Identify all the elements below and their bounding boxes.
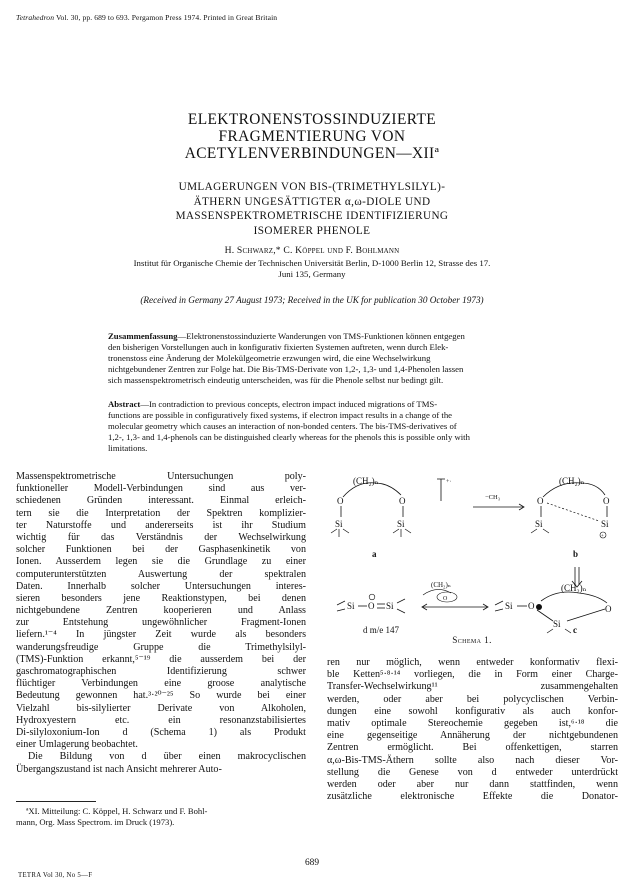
body-text-right-column <box>327 657 618 803</box>
body-line: nichtgebundene Zentren kooperieren und Anlass <box>16 605 306 617</box>
structure-c <box>495 583 612 635</box>
silicon-label: Si <box>505 601 513 611</box>
body-line: Ionen. Ausserdem legen sie die Grundlage zu einer <box>16 556 306 568</box>
body-line: stellung die Genese von d entweder unterdrückt <box>327 766 618 778</box>
title-line: ELEKTRONENSTOSSINDUZIERTE <box>187 111 437 128</box>
body-line: eine gegenseitige Annäherung der nichtgebundenen <box>327 730 618 742</box>
abstract-line: Abstract—In contradiction to previous concepts, electron impact induced migrations of TMS- <box>108 399 438 409</box>
body-line: einer Umlagerung beobachtet. <box>16 739 138 751</box>
body-line: Vielzahl bis-silylierter Derivate von Alkoholen, <box>16 702 306 714</box>
institute-line: Institut für Organische Chemie der Technischen Universität Berlin, D-1000 Berlin 12, Strasse des 17. <box>133 258 491 268</box>
body-line: ren nur möglich, wenn entweder konformativ flexi- <box>327 657 618 668</box>
body-text-left-column <box>16 471 306 776</box>
reaction-scheme <box>327 471 617 651</box>
oxygen-label: O <box>537 496 544 506</box>
body-line: tern sie die Interpretation der Spektren komplizier- <box>16 507 306 519</box>
oxygen-label: O <box>528 601 535 611</box>
body-line: funktioneller Modell-Verbindungen sind aus ver- <box>16 483 306 495</box>
silicon-label: Si <box>335 519 343 529</box>
zusammenfassung-line: nichtgebundener Zentren zur Folge hat. Die Bis-TMS-Derivate von 1,2-, 1,3- und 1,4-Phenolen lassen <box>108 364 464 375</box>
body-line: solcher Funktionen bei der Gasphasenkinetik von <box>16 544 306 556</box>
oxygen-label: O <box>605 604 612 614</box>
body-line: Di-silyloxonium-Ion d (Schema 1) als Produkt <box>16 726 306 738</box>
body-line: werden, oder aber bei polycyclischen Verbin- <box>327 693 618 705</box>
authors: H. Schwarz,* C. Köppel und F. Bohlmann <box>224 245 400 256</box>
abstract <box>108 399 515 454</box>
zusammenfassung-line: tronenstoss eine Änderung der Molekülgeometrie erzwungen wird, die eine Wechselwirkung <box>108 353 431 364</box>
oxygen-label: O <box>603 496 610 506</box>
zusammenfassung-line: Zusammenfassung—Elektronenstossinduzierte Wanderungen von TMS-Funktionen können entgegen <box>108 331 465 341</box>
silicon-label: Si <box>553 619 561 629</box>
footnote-line: mann, Org. Mass Spectrom. im Druck (1973). <box>16 816 175 827</box>
structure-a <box>331 476 451 559</box>
zusammenfassung <box>108 331 515 386</box>
zusammenfassung-line: den bisherigen Vorstellungen auch in konfigurativ fixierten Systemen auftreten, wenn durch Elek- <box>108 342 449 353</box>
subtitle-line: MASSENSPEKTROMETRISCHE IDENTIFIZIERUNG <box>175 210 449 223</box>
chain-label-a: (CH₂)ₙ <box>353 476 379 486</box>
label-c: c <box>573 625 577 635</box>
page-number: 689 <box>304 858 320 868</box>
body-line: gaschromatographischen Identifizierung schwer <box>16 666 306 677</box>
label-d: d m/e 147 <box>363 625 399 635</box>
body-line: (TMS)-Funktion erkannt,⁵⁻¹⁹ die ausserdem bei der <box>16 653 306 665</box>
body-line: Bedeutung gewonnen hat.³·²⁰⁻²⁵ So wurde bei einer <box>16 690 306 702</box>
body-line: ble Ketten⁵·⁸·¹⁴ vorliegen, die in Form einer Charge- <box>327 669 618 681</box>
section-label: Zusammenfassung <box>108 331 178 341</box>
body-line: mativ optimale Stereochemie gegeben ist,⁶·¹⁸ die <box>327 717 618 729</box>
title-line: ACETYLENVERBINDUNGEN—XIIª <box>184 145 440 162</box>
label-b: b <box>573 549 579 559</box>
article-title <box>0 111 624 162</box>
body-line: Hydroxyestern etc. ein resonanzstabilisiertes <box>16 714 306 726</box>
body-line: α,ω-Bis-TMS-Äthern sollte also nach dieser Vor- <box>327 754 618 766</box>
scheme-drawing <box>327 471 617 635</box>
abstract-line: functions are possible in configuratively fixed systems, if electron impact results in a change of the <box>108 410 453 421</box>
body-line: Daten. Innerhalb solcher Untersuchungen interes- <box>16 580 306 592</box>
body-line: liefern.¹⁻⁴ In jüngster Zeit wurde als besonders <box>16 629 306 641</box>
footnote-divider <box>16 801 96 802</box>
body-line: flüchtiger Verbindungen eine groose analytische <box>16 678 306 690</box>
silicon-label: Si <box>347 601 355 611</box>
svg-text:+·: +· <box>446 479 452 485</box>
chain-label-c: (CH₂)ₙ <box>561 583 587 593</box>
silicon-label: Si <box>601 519 609 529</box>
silicon-label: Si <box>386 601 394 611</box>
journal-header-text: Tetrahedron Vol. 30, pp. 689 to 693. Pergamon Press 1974. Printed in Great Britain <box>16 13 278 22</box>
oxygen-label: O <box>337 496 344 506</box>
abstract-line: molecular geometry which causes an interaction of non-bonded centers. The bis-TMS-derivatives of <box>108 421 457 432</box>
structure-b <box>531 476 610 559</box>
silicon-label: Si <box>397 519 405 529</box>
subtitle-line: ISOMERER PHENOLE <box>253 224 371 237</box>
body-line: Die Bildung von d über einen makrocyclischen <box>28 751 306 763</box>
label-a: a <box>372 549 377 559</box>
methyl-loss-label: −CH₃ <box>485 494 500 501</box>
body-line: Zentren ermöglicht. Bei offenkettigen, starren <box>327 742 618 754</box>
received-dates: (Received in Germany 27 August 1973; Received in the UK for publication 30 October 1973) <box>140 295 484 305</box>
footnote-line: ªXI. Mitteilung: C. Köppel, H. Schwarz und F. Bohl- <box>26 806 208 816</box>
zusammenfassung-line: sich massenspektrometrisch eindeutig unterscheiden, was für die Phenole selbst nur bedingt gilt. <box>108 375 444 386</box>
silicon-label: Si <box>535 519 543 529</box>
footer-journal-ref: TETRA Vol 30, No 5—F <box>18 872 93 879</box>
subtitle-line: ÄTHERN UNGESÄTTIGTER α,ω-DIOLE UND <box>193 195 431 208</box>
arrow-a-to-b <box>473 494 524 510</box>
body-line: ter Naturstoffe und andererseits ist ihr Studium <box>16 519 306 531</box>
arrow-c-to-d <box>422 581 488 610</box>
body-line: dungen eine sowohl konfigurativ als auch konfor- <box>327 705 618 717</box>
subtitle-line: UMLAGERUNGEN VON BIS-(TRIMETHYLSILYL)- <box>178 181 446 193</box>
body-line: sieren besonders jene Reaktionstypen, bei denen <box>16 592 306 604</box>
body-line: Transfer-Wechselwirkung¹¹ zusammengehalten <box>327 681 618 693</box>
abstract-line: 1,2-, 1,3- and 1,4-phenols can be distinguished clearly whereas for the phenols this is possible only with <box>108 432 470 443</box>
section-label: Abstract <box>108 399 141 409</box>
footnote <box>16 806 306 828</box>
body-line: schiedenen Gründen interessant. Einmal erleich- <box>16 495 306 507</box>
institute-line: Juni 135, Germany <box>278 269 346 280</box>
body-line: werden oder aber nur dann stattfinden, wenn <box>327 778 618 790</box>
journal-header <box>16 13 277 22</box>
body-line: zusätzliche elektronische Effekte die Donator- <box>327 791 618 803</box>
svg-text:+: + <box>601 534 604 539</box>
oxygen-label: O <box>443 596 448 602</box>
scheme-caption: Schema 1. <box>452 635 492 645</box>
body-line: zur Entstehung ungewöhnlicher Fragment-Ionen <box>16 617 306 629</box>
body-line: Übergangszustand ist nach Ansicht mehrerer Auto- <box>16 763 222 775</box>
body-line: computerunterstützten Auswertung der spektralen <box>16 568 306 580</box>
oxygen-label: O <box>368 601 375 611</box>
title-line: FRAGMENTIERUNG VON <box>218 128 406 145</box>
body-line: wanderungsfreudige Gruppe die Trimethylsilyl- <box>16 641 306 653</box>
chain-label-loss: (CH₂)ₙ <box>431 581 451 589</box>
body-line: wichtig für das Verständnis der Wechselwirkung <box>16 531 306 543</box>
body-line: Massenspektrometrische Untersuchungen poly- <box>16 471 306 482</box>
chain-label-b: (CH₂)ₙ <box>559 476 585 486</box>
abstract-line: limitations. <box>108 443 148 454</box>
article-subtitle <box>0 180 624 238</box>
institute-affiliation <box>40 258 584 281</box>
oxygen-label: O <box>399 496 406 506</box>
structure-d <box>337 594 405 635</box>
